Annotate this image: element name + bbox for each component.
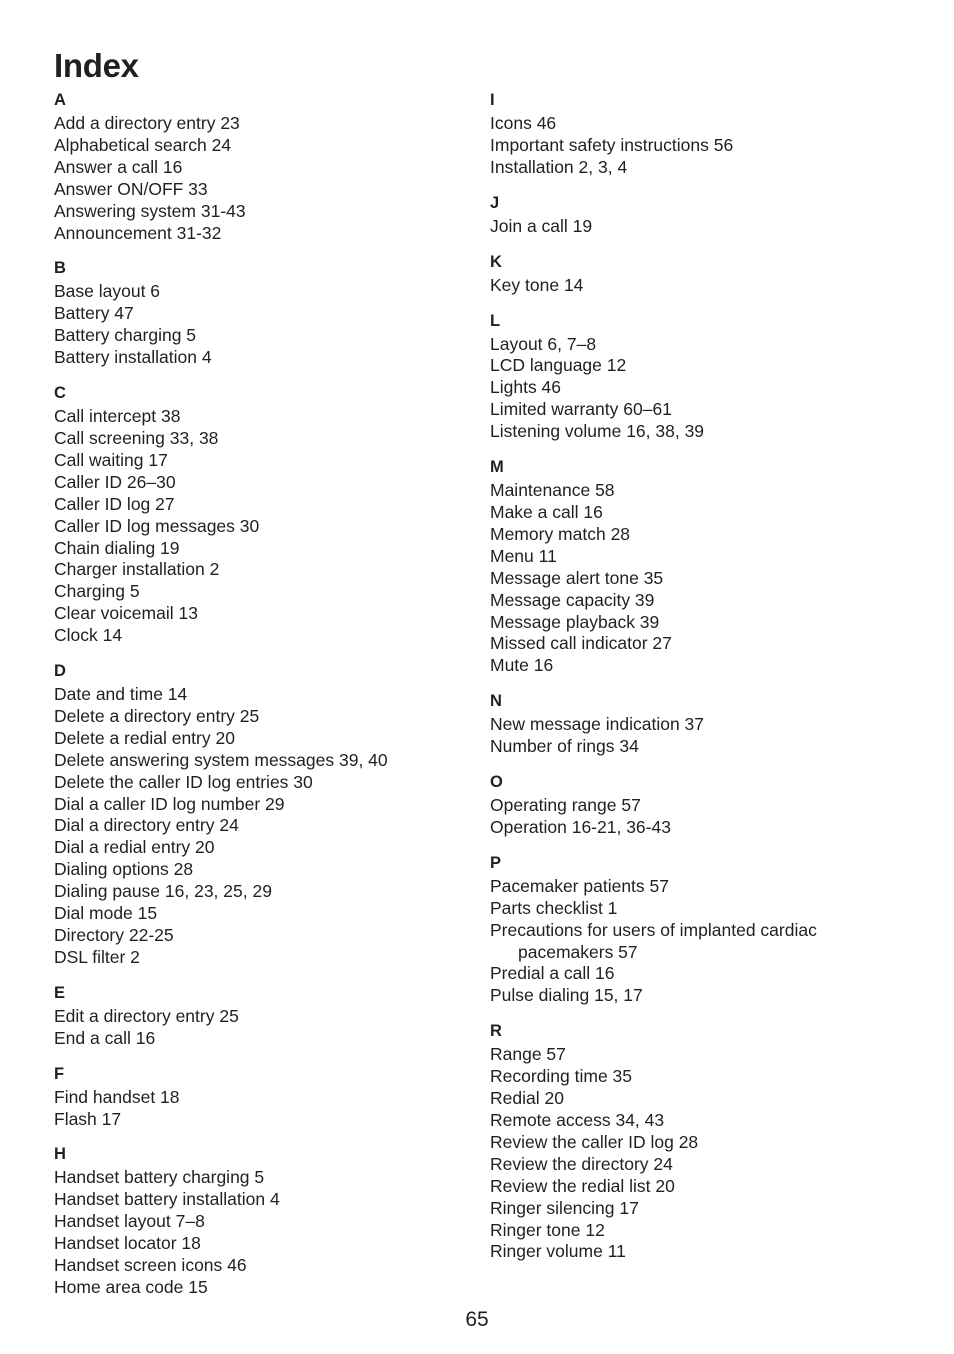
index-entry: Dial a redial entry 20 — [54, 837, 215, 858]
index-section-k — [490, 250, 920, 297]
section-letter: N — [490, 692, 502, 711]
index-section-h — [54, 1142, 484, 1298]
section-letter: O — [490, 773, 503, 792]
index-entry: Dial mode 15 — [54, 903, 158, 924]
index-entry: Dialing options 28 — [54, 859, 194, 880]
page-number: 65 — [465, 1308, 489, 1331]
index-entry: Missed call indicator 27 — [490, 633, 672, 654]
index-entry: Icons 46 — [490, 113, 557, 133]
index-entry: Add a directory entry 23 — [54, 113, 240, 133]
index-entry: Message alert tone 35 — [490, 567, 664, 588]
section-letter: L — [490, 311, 501, 330]
index-section-b — [54, 256, 484, 369]
section-letter: A — [54, 91, 66, 109]
index-entry: pacemakers 57 — [518, 941, 638, 962]
index-entry: Menu 11 — [490, 545, 557, 566]
index-entry: Ringer volume 11 — [490, 1241, 626, 1262]
index-entry: Review the redial list 20 — [490, 1175, 675, 1196]
index-entry: Redial 20 — [490, 1088, 564, 1109]
section-letter: C — [54, 384, 66, 403]
index-entry: Message capacity 39 — [490, 589, 655, 610]
index-entry: Message playback 39 — [490, 611, 660, 632]
index-entry: Edit a directory entry 25 — [54, 1005, 239, 1026]
index-entry: Mute 16 — [490, 655, 554, 676]
index-entry: Dial a caller ID log number 29 — [54, 793, 285, 814]
index-entry: Maintenance 58 — [490, 480, 615, 501]
index-section-a — [54, 88, 484, 244]
index-entry: Pulse dialing 15, 17 — [490, 985, 643, 1006]
index-entry: Date and time 14 — [54, 684, 188, 705]
index-entry: LCD language 12 — [490, 355, 627, 376]
index-entry: Battery 47 — [54, 303, 134, 324]
index-entry: Caller ID log 27 — [54, 493, 175, 514]
section-letter: F — [54, 1064, 65, 1083]
index-entry: Call screening 33, 38 — [54, 427, 219, 448]
index-entry: Answering system 31-43 — [54, 200, 246, 221]
index-entry: Find handset 18 — [54, 1086, 180, 1107]
index-entry: Delete answering system messages 39, 40 — [54, 749, 388, 770]
index-entry: Chain dialing 19 — [54, 537, 180, 558]
index-section-i — [490, 88, 920, 179]
index-section-j — [490, 191, 920, 238]
index-entry: Precautions for users of implanted cardiac — [490, 919, 817, 940]
index-entry: Caller ID 26–30 — [54, 471, 176, 492]
index-entry: Operation 16-21, 36-43 — [490, 816, 671, 837]
index-entry: Listening volume 16, 38, 39 — [490, 421, 705, 442]
index-entry: Dialing pause 16, 23, 25, 29 — [54, 881, 272, 902]
index-entry: End a call 16 — [54, 1027, 156, 1048]
index-section-d — [54, 659, 484, 969]
index-entry: Battery charging 5 — [54, 325, 197, 346]
section-letter: K — [490, 252, 502, 271]
index-entry: DSL filter 2 — [54, 946, 140, 967]
index-entry: Lights 46 — [490, 377, 562, 398]
index-entry: Clock 14 — [54, 625, 123, 646]
index-entry: Alphabetical search 24 — [54, 134, 232, 155]
index-entry: Dial a directory entry 24 — [54, 815, 239, 836]
index-column-left — [54, 88, 484, 1311]
index-entry: Battery installation 4 — [54, 347, 212, 368]
index-entry: Call waiting 17 — [54, 449, 168, 470]
index-entry: Charging 5 — [54, 581, 140, 602]
section-letter: R — [490, 1022, 502, 1041]
section-letter: M — [490, 458, 504, 477]
index-entry: Flash 17 — [54, 1108, 122, 1129]
index-entry: New message indication 37 — [490, 714, 705, 735]
index-section-r — [490, 1019, 920, 1263]
page-title: Index — [54, 47, 139, 84]
index-entry: Join a call 19 — [490, 215, 593, 236]
index-column-right — [490, 88, 920, 1275]
index-entry: Answer ON/OFF 33 — [54, 178, 208, 199]
index-entry: Delete a directory entry 25 — [54, 705, 260, 726]
index-section-l — [490, 309, 920, 444]
index-entry: Charger installation 2 — [54, 559, 220, 580]
index-section-c — [54, 381, 484, 647]
index-entry: Call intercept 38 — [54, 406, 181, 427]
index-entry: Number of rings 34 — [490, 736, 639, 757]
index-entry: Predial a call 16 — [490, 963, 615, 984]
index-entry: Handset screen icons 46 — [54, 1255, 247, 1276]
index-entry: Answer a call 16 — [54, 156, 183, 177]
index-entry: Handset battery installation 4 — [54, 1189, 280, 1210]
index-entry: Ringer tone 12 — [490, 1219, 605, 1240]
section-letter: D — [54, 662, 66, 681]
index-section-e — [54, 981, 484, 1050]
section-letter: P — [490, 853, 502, 872]
index-entry: Base layout 6 — [54, 281, 161, 302]
index-entry: Handset battery charging 5 — [54, 1167, 265, 1188]
index-entry: Recording time 35 — [490, 1066, 633, 1087]
index-section-o — [490, 770, 920, 839]
index-entry: Memory match 28 — [490, 523, 631, 544]
index-entry: Announcement 31-32 — [54, 222, 222, 243]
index-entry: Handset locator 18 — [54, 1233, 201, 1254]
index-entry: Directory 22-25 — [54, 925, 174, 945]
index-entry: Delete a redial entry 20 — [54, 727, 235, 748]
section-letter: J — [490, 193, 500, 212]
index-entry: Ringer silencing 17 — [490, 1197, 639, 1218]
index-entry: Home area code 15 — [54, 1276, 208, 1297]
index-entry: Key tone 14 — [490, 274, 584, 295]
index-entry: Review the directory 24 — [490, 1153, 673, 1174]
section-letter: B — [54, 259, 66, 278]
index-entry: Parts checklist 1 — [490, 897, 618, 918]
section-letter: I — [490, 91, 495, 109]
index-entry: Pacemaker patients 57 — [490, 875, 669, 896]
index-entry: Important safety instructions 56 — [490, 134, 734, 155]
section-letter: E — [54, 983, 66, 1002]
index-section-f — [54, 1062, 484, 1131]
index-entry: Installation 2, 3, 4 — [490, 156, 628, 177]
index-section-m — [490, 455, 920, 677]
index-entry: Review the caller ID log 28 — [490, 1131, 699, 1152]
index-entry: Handset layout 7–8 — [54, 1211, 205, 1232]
index-entry: Caller ID log messages 30 — [54, 515, 260, 536]
index-entry: Limited warranty 60–61 — [490, 399, 672, 420]
index-entry: Clear voicemail 13 — [54, 603, 198, 624]
index-entry: Remote access 34, 43 — [490, 1110, 665, 1130]
index-entry: Make a call 16 — [490, 501, 603, 522]
index-entry: Delete the caller ID log entries 30 — [54, 771, 313, 792]
section-letter: H — [54, 1145, 66, 1164]
index-entry: Range 57 — [490, 1044, 566, 1065]
index-entry: Layout 6, 7–8 — [490, 333, 597, 354]
index-section-n — [490, 689, 920, 758]
index-entry: Operating range 57 — [490, 795, 641, 816]
index-section-p — [490, 851, 920, 1007]
